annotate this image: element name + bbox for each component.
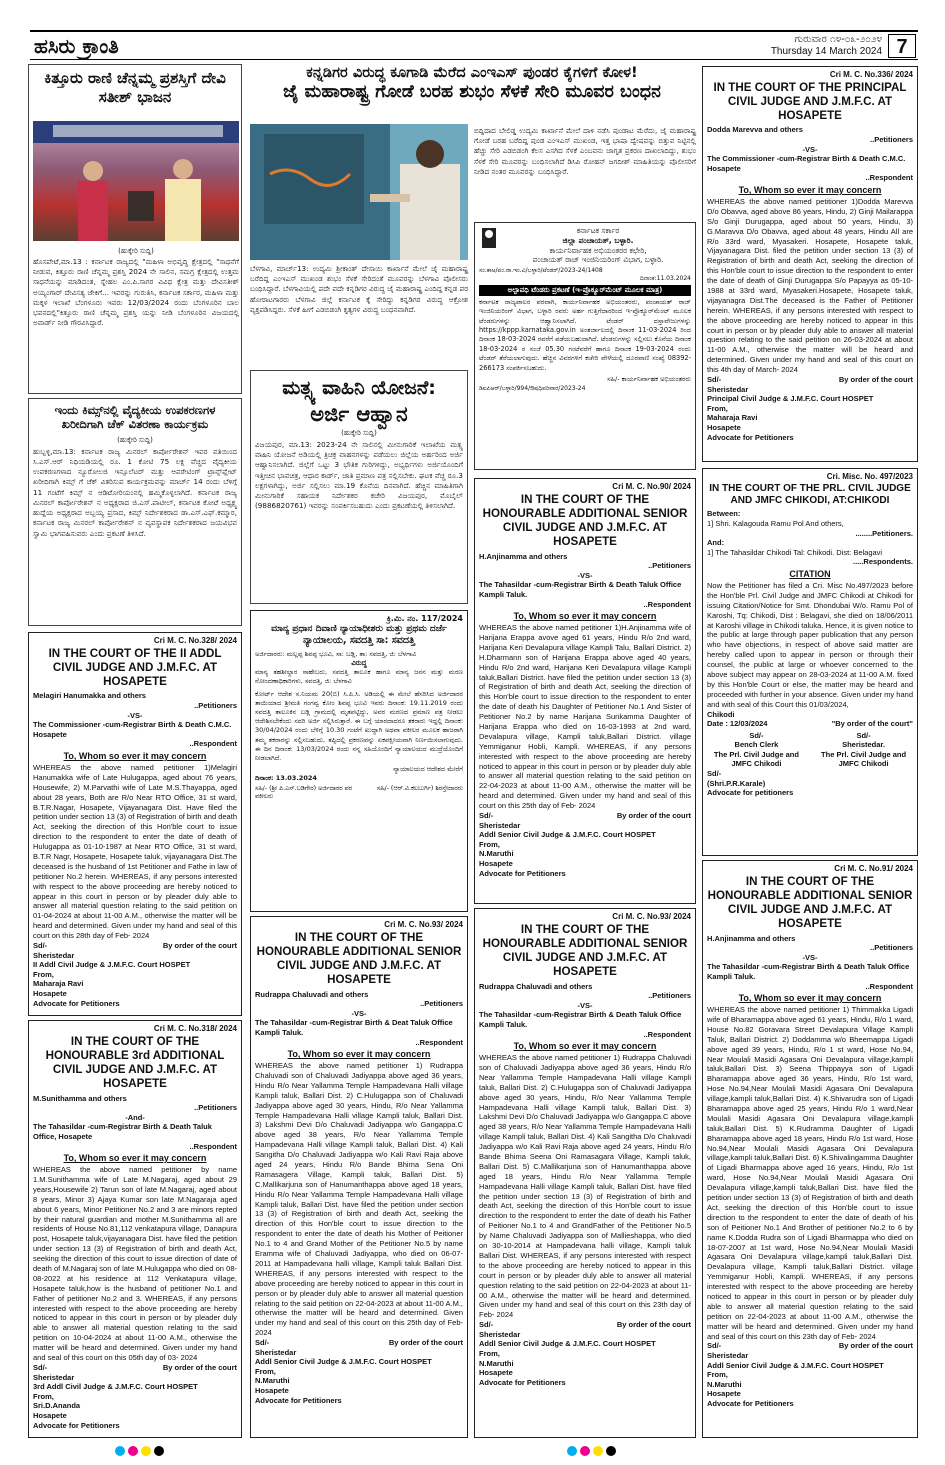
date-english: Thursday 14 March 2024	[770, 46, 882, 57]
tender-body: ಕರ್ನಾಟಕ ರಾಜ್ಯಪಾಲರ ಪರವಾಗಿ, ಕಾರ್ಯನಿರ್ವಾಹಕ ಅಭಿಯಂತರರು, ಪಂಚಾಯತ್ ರಾಜ್ ಇಂಜಿನಿಯರಿಂಗ್ ವಿಭಾಗ, ಬಳ್ಳಾರಿ ರವರು ಅರ್ಹ ಗುತ್ತಿಗೆದಾರರಿಂದ ಇ-ಪ್ರೊಕ್ಯೂರ್‌ಮೆಂಟ್ ಮೂಲಕ ಟೆಂಡರುಗಳನ್ನು ಆಹ್ವಾನಿಸಲಾಗಿದೆ. ಟೆಂಡರ್ ದಸ್ತಾವೇಜುಗಳನ್ನು https://kppp.karnataka.gov.in ಅಂತರ್ಜಾಲದಲ್ಲಿ ದಿನಾಂಕ 11-03-2024 ರಿಂದ ದಿನಾಂಕ 18-03-2024 ರವರೆಗೆ ಪಡೆಯಬಹುದಾಗಿದೆ. ಟೆಂಡರುಗಳನ್ನು ಸಲ್ಲಿಸಲು ಕೊನೆಯ ದಿನಾಂಕ 18-03-2024 ರ ಸಂಜೆ 05.30 ಗಂಟೆವರೆಗೆ ಹಾಗೂ ದಿನಾಂಕ 19-03-2024 ರಂದು ಟೆಂಡರ್ ತೆರೆಯಲಾಗುವುದು. ಹೆಚ್ಚಿನ ವಿವರಗಳಿಗೆ ಕಚೇರಿ ವೇಳೆಯಲ್ಲಿ ದೂರವಾಣಿ ಸಂಖ್ಯೆ 08392-266173 ಸಂಪರ್ಕಿಸಬಹುದು.	[479, 298, 691, 372]
petitioner: Rudrappa Chaluvadi and others	[479, 981, 593, 991]
page-header	[30, 30, 918, 60]
story-kims-cheque	[28, 398, 242, 626]
sig-row	[707, 1341, 913, 1351]
sig-row	[255, 1338, 463, 1348]
whom-concern: To, Whom so ever it may concern	[513, 611, 657, 622]
from-label: From,	[33, 969, 54, 979]
respondent: The Tahasildar -cum-Registrar Birth & Death Taluk Office Kampli Taluk.	[707, 962, 910, 981]
case-number: Cri M. C. No.91/ 2024	[834, 864, 913, 873]
respondent-label: ..Respondent	[643, 599, 691, 609]
court-signature: Addl Senior Civil Judge & J.M.F.C. Court HOSPET	[479, 830, 656, 840]
tender-ref: ಸಂ.ಕಾಅ/ಪಂ.ರಾ.ಇಂ.ವಿ/ಬಳ್ಳಾರಿ/ಟೆಂಡರ್/2023-24/1408	[479, 267, 603, 274]
case-number: Cri M. C. No.93/ 2024	[384, 920, 463, 929]
from-label: From,	[255, 1366, 276, 1376]
story-mes-caption: ಬೆಳಗಾವಿ, ಮಾರ್ಚ್13: ಉದ್ಯಮಿ ಶ್ರೀಕಾಂತ್ ದೇಸಾಯಿ ಕಾರ್ಖಾನೆ ಮೇಲೆ ಜೈ ಮಹಾರಾಷ್ಟ್ರ ಬರೆದಿದ್ದ ಎಂಇಎಸ್ ಮುಖಂಡ ಶುಭಂ ಸೆಳಕೆ ಸೇರಿದಂತೆ ಮೂವರನ್ನು ಬೆಳಗಾವಿ ಪೊಲೀಸರು ಬಂಧಿಸಿದ್ದಾರೆ. ಬೆಳಗಾವಿಯಲ್ಲಿ ಪದೇ ಪದೇ ಕನ್ನಡಿಗರ ವಿರುದ್ಧ ಜೈ ಮಹಾರಾಷ್ಟ್ರ ಎಂದಿದ್ದ ಕನ್ನಡ ಪರ ಹೋರಾಟಗಾರರು ಬೆಳಗಾವಿ ಜಿಲ್ಲೆ ಕರ್ನಾಟಕ ಕ್ಕೆ ಸೇರಿದ್ದು ಕನ್ನಡಿಗರ ವಿರುದ್ಧ ಆಕ್ರೋಶ ವ್ಯಕ್ತಪಡಿಸಿದ್ದರು. ಸೆಳಕೆ ಹೀಗೆ ಎಡಬಿಡಂಗಿ ಕೃತ್ಯಗಳ ವಿರುದ್ಧ ಬಂಧನವಾಗಿದೆ.	[250, 264, 469, 314]
respondent-label: ..Respondent	[865, 173, 913, 183]
petitioner: Dodda Marevva and others	[707, 125, 803, 135]
sd: Sd/-	[255, 1338, 270, 1348]
notice-body: WHEREAS the above named petitioner 1) Rudrappa Chaluvadi son of Chaluvadi Jadiyappa above aged 36 years, Hindu R/o Near Yallamma Temple Hampadevana Halli village Kampli taluk, Ballari Dist. 2) C.Hulugappa son of Chaluvadi Jadiyappa above aged 30 years, Hindu, R/o Near Yallamma Temple Hampadevana Halli village Kampli taluk, Ballari Dist. 3) Lakshmi Devi D/o Chaluvadi Jadiyappa w/o Gangappa.C above aged 38 years, R/o Near Yallamma Temple Hampadevana Halli village Kampli taluk, Ballari Dist. 4) Kali Sangitha D/o Chaluvadi Jadiyappa w/o Kali Ravi Raja above aged 24 years, Hindu R/o Bande Bhima Sena Oni Ramasagera Village, Kampli taluk, Ballari Dist. 5) C.Mallikarjuna son of Hanumanthappa above aged 18 years, Hindu R/o Near Yallamma Temple Hampadevana Halli village Kampli taluk, Ballari Dist. have filed the petition under section 13 (3) of Registration of birth and death Act, seeking the direction of this Hon'ble court to issue direction to the respondent to enter the date of death his Mother of Peitioner No.1 to 4 and Grand Mother of the Petitioner No.5 by name Eramma wife of Chaluvadi Jadiyappa, who died on 06-07-2011 at Hampadevana halli village, Kampli taluk Ballari Dist. WHEREAS, if any persons interested with respect to the above proceeding are hereby noticed to appear in this court in person or by pleader duly able to answer all material question relating to the said petition on 22-04-2023 at about 11-00 A.M., otherwise the matter will be heard and determined. Given under my hand and seal of this court on this 25th day of Feb- 2024	[255, 1061, 463, 1338]
by-order: "By order of the court"	[831, 719, 913, 729]
court-left: The Prl. Civil Judge and JMFC Chikodi	[713, 749, 799, 769]
respondent: The Tahasildar -cum-Registrar Birth & Death Taluk Office, Hosapete	[33, 1122, 212, 1141]
petitioner-label: ........Petitioners.	[855, 528, 913, 538]
respondent: The Tahasildar -cum-Registrar Birth & Death Taluk Office Kampli Taluk.	[479, 1010, 682, 1029]
respondent: 1] The Tahasildar Chikodi Tal: Chikodi. Dist: Belagavi	[707, 547, 883, 557]
petitioner: 1] Shri. Kalagouda Ramu Pol And others,	[707, 518, 844, 528]
and-label: And:	[707, 538, 725, 548]
advocate-name: Maharaja Ravi	[33, 979, 84, 989]
story-body: ಹೊಸಪೇಟೆ,ಮಾ.13 : ಕರ್ನಾಟಕ ರಾಜ್ಯದಲ್ಲಿ "ಮಹಿಳಾ ಅಭಿವೃದ್ಧಿ ಕ್ಷೇತ್ರದಲ್ಲಿ "ಸಾಧನೆಗೆ ನೀಡುವ, ಕಿತ್ತೂರು ರಾಣಿ ಚೆನ್ನಮ್ಮ ಪ್ರಶಸ್ತಿ 2024 ನೇ ಸಾಲಿನ, ಸಮಗ್ರ ಕ್ಷೇತ್ರದಲ್ಲಿ ಉತ್ತಮ ಸಾಧನೆಯನ್ನು ಮಾಡಿದಂತ, ಸ್ನೇಹಲ ಎಂ.ಪಿ.ಸಾಗರ ವಿವಿಧ ಕ್ಷೇತ್ರ ಮತ್ತು ದೇವಿಸತೀಶ್ ಅಯ್ಯಂಗಾರ್ ದೇವಿಸತ್ಯ ಜೇಕಿಗೆ... ಇವರನ್ನು ಗುರುತಿಸಿ, ಕರ್ನಾಟಕ ಸರ್ಕಾರ, ಮಹಿಳಾ ಮತ್ತು ಮಕ್ಕಳ ಇಲಾಖೆ ಬೆಂಗಳೂರು ಇವರು 12/03/2024 ರಂದು ಬೆಂಗಳೂರಿನ ಬಾಲ ಭವನದಲ್ಲಿ"ಕಿತ್ತೂರು ರಾಣಿ ಚೆನ್ನಮ್ಮ ಪ್ರಶಸ್ತಿ ಯನ್ನು ನೀಡಿ ಬೆಂಗಳೂರಿನ ವಿಜಯದಲ್ಲಿ ಅವಾರ್ಡ್ ನೀಡಿ ಗೌರವಿಸಿದ್ದಾರೆ.	[33, 257, 239, 328]
sheristedar: Sheristedar	[255, 1347, 297, 1357]
court-notice-91	[702, 860, 918, 1438]
tender-title-3: ಕಾರ್ಯನಿರ್ವಾಹಕ ಅಭಿಯಂತರರ ಕಛೇರಿ,	[549, 245, 647, 255]
case-number: Cri M. C. No.328/ 2024	[153, 636, 237, 645]
case-number: Cri M. C. No.90/ 2024	[612, 482, 691, 491]
place: Chikodi	[707, 709, 735, 719]
tender-title-1: ಕರ್ನಾಟಕ ಸರ್ಕಾರ	[576, 226, 620, 235]
court-name: IN THE COURT OF THE II ADDL CIVIL JUDGE AND J.M.F.C. AT HOSAPETE	[48, 647, 222, 689]
respondent-label: ..Respondent	[189, 739, 237, 749]
petitioner-label: ..Petitioners	[194, 701, 237, 711]
sig-row	[707, 375, 913, 385]
applicant: ಅರ್ಜಿದಾರರು: ಮಲ್ಲಪ್ಪ ಶಿವಪ್ಪ ಭೂವಿ, ಸಾ: ಬಡ್ಲಿ, ತಾ: ಸವದತ್ತಿ, ಜಿ: ಬೆಳಗಾವಿ	[255, 650, 417, 659]
respondent: The Tahasildar -cum-Registrar Birth & Deat Taluk Office Kampli Taluk.	[255, 1018, 453, 1037]
court-notice-328	[28, 632, 242, 1016]
notice-body: WHEREAS the above named petitioner 1)Melagiri Hanumakka wife of Late Hulugappa, aged about 76 years, Housewife, 2) M.Parvathi wife of Late M.S.Thayappa, aged about 28 years, Both are R/o Near RTO Office, 31 st ward, B.T.R.Nagar, Hosapete, Vijayanagara Dist. Have filed the petition under section 13 (3) of Registration of birth and death Act, seeking the direction of this Hon'ble court to issue direction to the respondent to enter the date of death of Hulugappa as 01-10-1987 at Near RTO Office, 31 st ward, B.T.R Nagr, Hosapete, Hosapete taluk, vijayanagara Dist.The deceased is the husband of 1st Petitioner and Fathe in law of petitioner No.2 herein. WHEREAS, if any persons interested with respect to the above proceeding are hereby noticed to appear in this court in person or by pleader duly able to answer all material question relating to the said petition on 01-04-2024 at about 11-00 A.M., otherwise the matter will be heard and determined. Given under my hand and seal of this court on this 28th day of Feb- 2024	[33, 762, 237, 941]
wall-writing-photo	[250, 124, 468, 260]
whom-concern: To, Whom so ever it may concern	[63, 750, 207, 761]
court-name: IN THE COURT OF THE HONOURABLE ADDITIONAL SENIOR CIVIL JUDGE AND J.M.F.C. AT HOSAPETE	[482, 923, 688, 979]
notice-body: WHEREAS the above named petitioner by name 1.M.Sunithamma wife of Late M.Nagaraj, aged about 29 years,Housewife 2) Tarun son of late M.Nagaraj, aged about 8 years, Minor 3) Ajaya Kumar son late M.Nagaraja aged about 6 years, Minor Petitioner No.2 and 3 are minors repted by their natural guardian and mother M.Sunithamma all are residents of House No.81,112 venkatapura village, Danapura post, Hosapete taluk,vijayanagara Dist. have filed the petition under section 13 (3) of Registration of birth and death Act, seeking the direction of this court to issue direction of date of death of M.Nagaraj son of late M.Hulugappa who died on 08-08-2022 at his residence at 112 Venkatapura village, Hosapete taluk,how is the husband of petitioner No.1 and Father of petitioner No.2 and 3. WHEREAS, if any persons interested with respect to the above proceeding are hereby noticed to appear in this court in person or by pleader duly able to answer all material question relating to the said petition on 10-04-2024 at about 11-00 A.M., otherwise the matter will be heard and determined. Given under my hand and seal of this court on this 05th day of 03- 2024	[33, 1165, 237, 1363]
story-kittur-award	[28, 64, 242, 394]
advocate-name: Maharaja Ravi	[707, 413, 758, 423]
versus: -VS-	[802, 144, 818, 154]
notice-body: WHEREAS the above named petitioner 1)H.Anjinamma wife of Harijana Erappa avove aged 61 years, Hindu R/o 2nd ward, Harijana Keri Devalapura village Kampli Talu, Ballari District. 2) H.Dharmann son of Harijana Erappa above aged 40 years, Hindu R/o 2nd ward, Harijana Keri Devalapura village Kampli taluk,Ballari District. have filed the petition under section 13 (3) of Registration of birth and death Act, seeking the direction of this Hon'ble court to issue direction to the respondent to enter the date of death his Daughter of Petitioner No.1 And Sister of Petitioner No.2 by name Harijana Sunkamma Daughter of Harijana Erappa who died on 16-03-1993 at 2nd ward, Devalapura village, Kampli taluk,Ballari District. village Yemmiganur Hobli, Kampli. WHEREAS, if any persons interested with respect to the above proceeding are hereby noticed to appear in this court in person or by pleader duly able to answer all material question relating to the said petition on 22-04-2023 at about 11-00 A.M., otherwise the matter will be heard and determined. Given under my hand and seal of this court on this 25th day of Feb- 2024	[479, 623, 691, 811]
advocate-label: Advocate for Petitioners	[33, 998, 120, 1008]
signature-left: ಸಹಿ/- (ಶ್ರೀ ಪಿ.ಎಸ್.ಬಡಿಗೇರ) ಅರ್ಜಿದಾರರ ಪರ ವಕೀಲರು	[255, 785, 352, 801]
notice-body: Now the Petitioner has filed a Cri. Misc No.497/2023 before the Hon'ble Prl. Civil Judge and JMFC Chikodi at Chikodi for issuing Citation/Notice for Smt. Dhondubai W/o. Ramu Pol of Karoshi, Tq: Chikodi, Dist : Belagavi, she died on 18/06/2011 at Karoshi village in Chikodi taluka. Hence, it is given notice to the public at large through paper publication that any person who have objections, in respect of above said matter are hereby called upon to appear in person or through their counsel, the public at large or whoever concerned to the above subject may appear on 28-03-2024 at 11-00 A.M. fixed by this Hon'ble Court or else, the matter may be heard and proceeded with further in your absence. Given under my hand and with seal of this Court this 01/03/2024,	[707, 580, 913, 709]
petitioner-label: ..Petitioners	[420, 999, 463, 1009]
by-order: By order of the court	[162, 941, 237, 951]
bench-clerk: Bench Clerk	[734, 740, 779, 750]
story-mes-body: ಬಿದ್ದಿದಾದ ಬೇಲಿಡ್ಡ ಉದ್ಯಮಿ ಕಾರ್ಖಾನೆ ಮೇಲೆ ದಾಳಿ ನಡೆಸಿ ಪುಂಡಾಟ ಮೆರೆದು, ಜೈ ಮಹಾರಾಷ್ಟ್ರ ಗೋಡೆ ಬರಹ ಬರೆದಿದ್ದ ಪುಂಡ ಎಂಇಎಸ್ ಮುಖಂಡ, ಇತ್ತ ಭಾಷಾ ದ್ವೇಷವನ್ನು ಬಿತ್ತುವ ನಿಟ್ಟಿನಲ್ಲಿ ಹೆಚ್ಚು ಸೇರಿ ಎಡಬಿಡಂಗಿ ಕೆಲಸ ಎಸಗಿದ ಸೆಳಕೆ ಎಂಬವನು ಜಾಗೃತ ಪ್ರಕರಣ ದಾಖಲಾದಿದ್ದು, ಶುಭಂ ಸೆಳಕೆ ಸೇರಿ ಮೂವರನ್ನು ಬಂಧಿಸಲಾಗಿದೆ ಡಿಸಿಪಿ ರೋಹನ್ ಜಗದೀಶ್ ಮಾಹಿತಿಯನ್ನು ಪೊಲೀಸರಿಗೆ ನೀಡಿದ ನಂತರ ಮೂವರನ್ನು ಬಂಧಿಸಿದ್ದಾರೆ.	[474, 126, 696, 176]
story-mes-arrest-headline	[248, 64, 696, 122]
advocate-place: Hosapete	[33, 1410, 67, 1420]
court-signature: Addl Senior Civil Judge & J.M.F.C. Court HOSPET	[479, 1339, 656, 1349]
respondent-label: ..Respondent	[415, 1037, 463, 1047]
court-right: The Prl. Civil Judge and JMFC Chikodi	[821, 749, 907, 769]
advocate-name: N.Maruthi	[255, 1376, 290, 1386]
page-number: 7	[888, 34, 916, 58]
sheristedar: Sheristedar	[707, 384, 749, 394]
court-signature: II Addl Civil Judge & J.M.F.C. Court HOSPET	[33, 960, 191, 970]
signature-right: ಸಹಿ/- (ಆರ್.ವಿ.ಕಲಬುರ್ಗಿ) ಶಿರಸ್ತೇದಾರರು	[376, 785, 463, 793]
between-label: Between:	[707, 509, 741, 519]
tender-notice	[474, 222, 696, 470]
respondent: The Tahasildar -cum-Registrar Birth & Death Taluk Office Kampli Taluk.	[479, 580, 682, 599]
citation-heading: CITATION	[789, 568, 831, 579]
story-headline-1: ಕನ್ನಡಿಗರ ವಿರುದ್ಧ ಕೂಗಾಡಿ ಮೆರೆದ ಎಂಇಎಸ್ ಪುಂಡರ ಕೈಗಳಿಗೆ ಕೋಳ!	[306, 64, 638, 81]
story-matsya-vahini	[250, 370, 468, 604]
versus: -VS-	[577, 1000, 593, 1010]
versus: -And-	[125, 1112, 145, 1122]
by-order: By order of the court	[838, 1341, 913, 1351]
sig-row	[33, 941, 237, 951]
tender-title-4: ಪಂಚಾಯತ್ ರಾಜ್ ಇಂಜಿನಿಯರಿಂಗ್ ವಿಭಾಗ, ಬಳ್ಳಾರಿ.	[532, 255, 664, 265]
notice-body: WHEREAS the above named petitioner 1)Dodda Marevva D/o Obavva, aged above 86 years, Hindu, 2) Ginji Mailarappa S/o Ginji Durugappa, aged about 50 years, Hindu, 3) G.Maravva D/o Obavva, aged about 48 years, Hindu All are R/o 33rd ward, Myasakeri. Hosapete, Hosapete taluk, Vijayanagara Dist. filed the petition under section 13 (3) of Registration of birth and death Act, seeking the direction of this Hon'ble court to issue direction to the respondent to enter the date of death of Ginji Durugappa S/o Papayya as 05-10-1988 at 33rd ward, Myasakeri.Hosapete, Hosapete taluk, vijayanagra Dist.The deceased is the Father of Petitioner herein. WHEREAS, if any persons interested with respect to the above proceeding are hereby noticed to appear in this court in person or by pleader duly able to answer all material question relating to the said petition on 26-03-2024 at about 11-00 A.M., otherwise the matter will be heard and determined. Given under my hand and seal of this court on this 4th day of March- 2024	[707, 196, 913, 375]
whom-concern: To, Whom so ever it may concern	[63, 1153, 207, 1164]
whom-concern: To, Whom so ever it may concern	[513, 1041, 657, 1052]
date-kannada: ಗುರುವಾರ ೧೪-೦೩-೨೦೨೪	[794, 34, 882, 45]
advocate-name: N.Maruthi	[707, 1379, 742, 1389]
sd: Sd/-	[707, 375, 722, 385]
from-label: From,	[479, 1348, 500, 1358]
advocate-name: (Shri.P.R.Karale)	[707, 778, 766, 788]
respondent-label: ..Respondent	[189, 1141, 237, 1151]
advocate-label: Advocate for Petitioners	[707, 1398, 794, 1408]
sig-left	[707, 731, 806, 769]
registration-marks-icon	[566, 1444, 626, 1462]
award-photo-image	[33, 121, 239, 241]
advocate-label: Advocate for Petitioners	[33, 1420, 120, 1430]
advocate-place: Hosapete	[707, 422, 741, 432]
date-row	[707, 719, 913, 729]
tender-date: ದಿನಾಂಕ:11.03.2024	[639, 275, 691, 282]
court-notice-497	[702, 468, 918, 856]
story-headline-2: ಅರ್ಜಿ ಆಹ್ವಾನ	[310, 401, 408, 426]
advocate-place: Hosapete	[479, 1368, 513, 1378]
state-emblem-icon	[479, 226, 499, 252]
story-body: ವಿಜಯಪುರ, ಮಾ.13: 2023-24 ನೇ ಸಾಲಿನಲ್ಲಿ ಮೀನುಗಾರಿಕೆ ಇಲಾಖೆಯ ಮತ್ಸ್ಯ ವಾಹಿನಿ ಯೋಜನೆ ಅಡಿಯಲ್ಲಿ ತ್ರಿಚಕ್ರ ವಾಹನಗಳನ್ನು ಪಡೆಯಲು ಜಿಲ್ಲೆಯ ಅರ್ಹರಿಂದ ಅರ್ಜಿ ಆಹ್ವಾನಿಸಲಾಗಿದೆ. ಜಿಲ್ಲೆಗೆ ಒಟ್ಟು 3 ಭೌತಿಕ ಗುರಿಗಳಿದ್ದು, ಅಭ್ಯರ್ಥಿಗಳು ಅರ್ಜಿಯೊಂದಿಗೆ ಇತ್ತೀಚಿನ ಭಾವಚಿತ್ರ, ಆಧಾರ ಕಾರ್ಡ್, ಜಾತಿ ಪ್ರಮಾಣ ಪತ್ರ ಸಲ್ಲಿಸಬೇಕು. ಘಟಕ ವೆಚ್ಚ ರೂ.3 ಲಕ್ಷಗಳಾಗಿದ್ದು, ಅರ್ಜಿ ಸಲ್ಲಿಸಲು ಮಾ.19 ಕೊನೆಯ ದಿನವಾಗಿದೆ. ಹೆಚ್ಚಿನ ಮಾಹಿತಿಗಾಗಿ ಮೀನುಗಾರಿಕೆ ಸಹಾಯಕ ನಿರ್ದೇಶಕರ ಕಚೇರಿ ವಿಜಯಪುರ, ಮೊಬೈಲ್ (9886820761) ಇವರನ್ನು ಸಂಪರ್ಕಿಸಬಹುದು ಎಂದು ಪ್ರಕಟಣೆಯಲ್ಲಿ ತಿಳಿಸಲಾಗಿದೆ.	[255, 440, 463, 511]
story-source: (ಹುಕ್ಕೇರಿ ಸುದ್ದಿ)	[341, 429, 377, 437]
petitioner-label: ..Petitioners	[648, 561, 691, 571]
from-label: From,	[33, 1391, 54, 1401]
by-order: By order of the court	[388, 1338, 463, 1348]
court-title-1: ಮಾನ್ಯ ಪ್ರಧಾನ ದಿವಾಣಿ ನ್ಯಾಯಾಧೀಶರು ಮತ್ತು ಪ್ರಥಮ ದರ್ಜೆ	[271, 624, 447, 634]
petitioner-label: ..Petitioners	[648, 991, 691, 1001]
story-source: (ಹುಕ್ಕೇರಿ ಸುದ್ದಿ)	[117, 435, 153, 444]
sig-row	[707, 731, 913, 769]
kannada-court-notice	[250, 610, 468, 912]
sheristedar: Sheristedar	[479, 820, 521, 830]
court-name: IN THE COURT OF THE HONOURABLE ADDITIONAL SENIOR CIVIL JUDGE AND J.M.F.C. AT HOSAPETE	[707, 875, 913, 931]
court-signature: Addl Senior Civil Judge & J.M.F.C. Court HOSPET	[255, 1357, 432, 1367]
tender-signer: ಸಹಿ/- ಕಾರ್ಯನಿರ್ವಾಹಕ ಅಭಿಯಂತರರು	[607, 374, 691, 383]
versus: ವಿರುದ್ಧ	[351, 659, 367, 668]
story-body: ಹುಬ್ಬಳ್ಳಿ,ಮಾ.13: ಕರ್ನಾಟಕ ರಾಜ್ಯ ಮಿನರಲ್ ಕಾರ್ಪೋರೇಶನ್ ಇವರ ವತಿಯಿಂದ ಸಿ.ಎಸ್.ಆರ್ ನಿಧಿಯಡಿಯಲ್ಲಿ ರೂ. 1 ಕೋಟಿ 75 ಲಕ್ಷ ವೆಚ್ಚದ ವೈದ್ಯಕೀಯ ಉಪಕರಣಗಳಾದ ನ್ಯೂರೋಲಜಿ ಇನ್ಸೂಲೆಟರ್ ಮತ್ತು ಆಪರೇಟಿಂಗ್ ಟ್ರಾನ್ಸ್‌ಪ್ಲೇಟ್ ಖರೀದಿಗಾಗಿ ಕಿಮ್ಸ್ ಗೆ ಚೆಕ್ ವಿತರಿಸುವ ಕಾರ್ಯಕ್ರಮವನ್ನು ಮಾರ್ಚ್ 14 ರಂದು ಬೆಳಿಗ್ಗೆ 11 ಗಂಟೆಗೆ ಕಿಮ್ಸ್ ನ ಆಡಿಟೋರಿಯಂನಲ್ಲಿ ಹಮ್ಮಿಕೊಳ್ಳಲಾಗಿದೆ. ಕರ್ನಾಟಕ ರಾಜ್ಯ ಮಿನರಲ್ ಕಾರ್ಪೋರೇಶನ್ ನ ಅಧ್ಯಕ್ಷರಾದ ಜಿ.ಎಸ್.ಪಾಟೀಲ್, ಕರ್ನಾಟಕ ಕೋಟೆ ಅಧ್ಯಕ್ಷೃ ಹುದ್ದೆಯ ಅಧ್ಯಕ್ಷರಾದ ಅಬ್ಬಯ್ಯ ಪ್ರಸಾದ, ಕಿಮ್ಸ್ ನಿರ್ದೇಶಕರಾದ ಡಾ.ಎಸ್.ಎಫ್.ಕಮ್ಮಾರ, ಕರ್ನಾಟಕ ರಾಜ್ಯ ಮಿನರಲ್ ಕಾರ್ಪೋರೇಶನ್ ನ ವ್ಯವಸ್ಥಾಪಕ ನಿರ್ದೇಶಕರಾದ ಜಯವಿಭವ ಸ್ವಾಮಿ ಭಾಗವಹಿಸುವರು ಎಂದು ಪ್ರಕಟಣೆ ತಿಳಿಸಿದೆ.	[33, 446, 237, 538]
advocate-label: Advocate for Petitioners	[707, 432, 794, 442]
versus: -VS-	[577, 570, 593, 580]
petitioner: Rudrappa Chaluvadi and others	[255, 989, 369, 999]
wall-writing-photo-image	[250, 124, 468, 260]
respondent: ಮಾನ್ಯ ತಹಶೀಲ್ದಾರ ಸಾಹೇಬರು, ಸವದತ್ತಿ ತಾಲೂಕ ಹಾಗೂ ಮಾನ್ಯ ಜನನ ಮತ್ತು ಮರಣ ನೋಂದಣಾಧಿಕಾರಿಗಳು, ಸವದತ್ತಿ, ಜಿ: ಬೆಳಗಾವಿ	[255, 668, 463, 686]
from-label: From,	[707, 1370, 728, 1380]
advocate-label: Advocate for Petitioners	[479, 868, 566, 878]
court-name: IN THE COURT OF THE PRL. CIVIL JUDGE AND JMFC CHIKODI, AT:CHIKODI	[709, 483, 911, 507]
sheristedar: Sheristedar	[479, 1329, 521, 1339]
case-number: Cri M. C. No.318/ 2024	[153, 1024, 237, 1033]
versus: -VS-	[127, 710, 143, 720]
case-number: Cri M. C. No.93/ 2024	[612, 912, 691, 921]
sd: Sd/-	[479, 811, 494, 821]
sd: Sd/-	[479, 1320, 494, 1330]
advocate-label: Advocate for Petitioners	[255, 1395, 342, 1405]
tender-footer: ಡಿಐಪಿಆರ್/ಬಳ್ಳಾರಿ/994/ಔಷಧಿಪರಿವಾರ/2023-24	[479, 384, 586, 392]
tender-banner: ಅಲ್ಪಾವಧಿ ಟೆಂಡರು ಪ್ರಕಟಣೆ (ಇ-ಪ್ರೊಕ್ಯೂರ್‌ಮೆಂಟ್ ಮೂಲಕ ಮಾತ್ರ)	[479, 285, 691, 296]
sd: Sd/-	[707, 1341, 722, 1351]
court-title-2: ನ್ಯಾಯಾಲಯ, ಸವದತ್ತಿ ಸಾ: ಸವದತ್ತಿ	[303, 635, 415, 647]
notice-date: ದಿನಾಂಕ: 13.03.2024	[255, 774, 317, 783]
whom-concern: To, Whom so ever it may concern	[738, 184, 882, 195]
whom-concern: To, Whom so ever it may concern	[738, 993, 882, 1004]
petitioner: M.Sunithamma and others	[33, 1093, 127, 1103]
sheristedar: Sheristedar	[33, 950, 75, 960]
from-label: From,	[707, 403, 728, 413]
sheristedar: Sheristedar	[707, 1351, 749, 1360]
petitioner-label: ..Petitioners	[870, 943, 913, 953]
story-headline-1: ಮತ್ಸ್ಯ ವಾಹಿನಿ ಯೋಜನೆ:	[282, 377, 436, 399]
respondent-label: ..Respondent	[643, 1029, 691, 1039]
signatures	[255, 785, 463, 801]
case-number: Cri. Misc. No. 497/2023	[826, 472, 913, 481]
court-name: IN THE COURT OF THE PRINCIPAL CIVIL JUDGE AND J.M.F.C. AT HOSAPETE	[713, 81, 907, 123]
petitioner-label: ..Petitioners	[194, 1103, 237, 1113]
court-signature: 3rd Addl Civil Judge & J.M.F.C. Court HOSPET	[33, 1382, 198, 1392]
court-signature: Principal Civil Judge & J.M.F.C. Court HOSPET	[707, 394, 874, 404]
advocate-label: Advocate for petitioners	[707, 788, 794, 798]
notice-body: ಕೋರ್ಟ್ ಆದೇಶ ಸ.ನಿಯಮ 20(ಬಿ) ಸಿ.ಪಿ.ಸಿ. ಅಡಿಯಲ್ಲಿ ಈ ಮೇಲೆ ಹೆಸರಿಸಿದ ಅರ್ಜಿದಾರರ ತಾಯಿಯಾದ ಶ್ರೀಮತಿ ಗಂಗವ್ವ ಕೋಂ ಶಿವಪ್ಪ ಭೂವಿ ಇವರು ದಿನಾಂಕ: 19.11.2019 ರಂದು ಸವದತ್ತಿ ತಾಲೂಕಿನ ಬಡ್ಲಿ ಗ್ರಾಮದಲ್ಲಿ ಮೃತಪಟ್ಟಿದ್ದು, ಅವರ ಮರಣದ ಪ್ರಮಾಣ ಪತ್ರ ನೀಡಲು ಆದೇಶಿಸಬೇಕೆಂದು ಸದರಿ ಅರ್ಜಿ ಸಲ್ಲಿಸಿರುತ್ತಾರೆ. ಈ ಬಗ್ಗೆ ಯಾರದಾದರೂ ತಕರಾರು ಇದ್ದಲ್ಲಿ ದಿನಾಂಕ: 30/04/2024 ರಂದು ಬೆಳಿಗ್ಗೆ 10.30 ಗಂಟೆಗೆ ಖುದ್ದಾಗಿ ಅಥವಾ ವಕೀಲರ ಮೂಲಕ ಹಾಜರಾಗಿ ತಮ್ಮ ತಕರಾರನ್ನು ಸಲ್ಲಿಸಬಹುದು, ತಪ್ಪಿದಲ್ಲಿ ಪ್ರಕರಣವನ್ನು ಏಕಪಕ್ಷೀಯವಾಗಿ ನಿರ್ಣಯಿಸಲಾಗುವುದು. ಈ ದಿನ ದಿನಾಂಕ: 13/03/2024 ರಂದು ನನ್ನ ಸಹಿಯೊಂದಿಗೆ ನ್ಯಾಯಾಲಯದ ಮುದ್ರೆಯೊಂದಿಗೆ ನೀಡಲಾಗಿದೆ.	[255, 689, 463, 763]
tender-notice-titles	[505, 226, 691, 265]
versus: -VS-	[351, 1008, 367, 1018]
respondent-label: .....Respondents.	[852, 557, 913, 567]
story-headline: ಇಂದು ಕಿಮ್ಸ್‌ನಲ್ಲಿ ವೈದ್ಯಕೀಯ ಉಪಕರಣಗಳ ಖರೀದಿಗಾಗಿ ಚೆಕ್ ವಿತರಣಾ ಕಾರ್ಯಕ್ರಮ	[54, 403, 216, 432]
court-order: ನ್ಯಾಯಾಲಯದ ಆದೇಶದ ಮೇರೆಗೆ	[393, 765, 463, 774]
from-label: From,	[479, 839, 500, 849]
sd-advocate: Sd/-	[707, 769, 722, 779]
case-number: ಕ್ರಿ.ಮಿ. ನಂ. 117/2024	[386, 614, 463, 623]
respondent: The Commissioner -cum-Registrar Birth & Death C.M.C. Hosapete	[33, 720, 232, 739]
court-notice-93-a	[250, 916, 468, 1438]
registration-marks-icon	[114, 1444, 174, 1462]
court-notice-93-b	[474, 908, 696, 1438]
petitioner: H.Anjinamma and others	[707, 933, 796, 943]
by-order: By order of the court	[616, 811, 691, 821]
petitioner: Melagiri Hanumakka and others	[33, 691, 146, 701]
advocate-label: Advocate for Petitioners	[479, 1377, 566, 1387]
story-headline: ಕಿತ್ತೂರು ರಾಣಿ ಚೆನ್ನಮ್ಮ ಪ್ರಶಸ್ತಿಗೆ ದೇವಿ ಸತೀಶ್ ಭಾಜನ	[44, 69, 226, 106]
award-photo	[33, 121, 239, 241]
advocate-name: Sri.D.Ananda	[33, 1401, 81, 1411]
advocate-place: Hosapete	[707, 1389, 741, 1399]
tender-title-2: ಜಿಲ್ಲಾ ಪಂಚಾಯತ್, ಬಳ್ಳಾರಿ.	[562, 235, 634, 245]
advocate-name: N.Maruthi	[479, 849, 514, 859]
court-name: IN THE COURT OF THE HONOURABLE ADDITIONAL SENIOR CIVIL JUDGE AND J.M.F.C. AT HOSAPETE	[482, 493, 688, 549]
story-source: (ಹುಕ್ಕೇರಿ ಸುದ್ದಿ)	[118, 247, 154, 255]
by-order: By order of the court	[838, 375, 913, 385]
court-signature: Addl Senior Civil Judge & J.M.F.C. Court HOSPET	[707, 1360, 884, 1370]
notice-body: WHEREAS the above named petitioner 1) Thimmakka Ligadi wife of Bharamappa above aged 61 years, Hindu, R/o 1 ward, House No.82 Goravara Street Devalapura Village Kampli Taluk, Ballari District. 2) Doddamma w/o Bheemappa Ligadi above aged 39 years, Hindu, R/o 1 st ward, Hose No.94, Near Moulali Masidi Agasara Oni Devalapura village,kampli taluk,Ballari Dist. 3) Seena Thippayya son of Ligadi Bharamappa above aged 36 years, Hindu, R/o 1st ward, Hose No.94,Near Moulali Masidi Agasara Oni Devalapura village,kampli taluk,Ballari Dist. 4) K.Shivarudra son of Ligadi Bharamappa above aged 25 years, Hindu R/o 1 ward,Near Moulali Masidi Agasara Oni Devalapura village,kampli taluk,Ballari Dist. 5) K.Rudramma Daughter of Ligadi Bharamappa above aged 18 years, Hindu R/o 1st ward, Hose No.94,Near Moulali Masidi Agasara Oni Devalapura village,kampli taluk,Ballari Dist. 6) K.Shivalingamma Daughter of Ligadi Bharmappa above aged 16 years, Hindu, R/o 1st ward, Hose No.94,Near Moulali Masidi Agasara Oni Devalapura village,kampli taluk,Ballari Dist. have filed the petition under section 13 (3) of Registration of birth and death Act, seeking the direction of this Hon'ble court to issue direction to the respondent to enter the date of death of his son of Peitioner No.1 And Brother of petitioner No.2 to 6 by name K.Dodda Rudra son of Ligadi Bharmappa who died on 18-07-2007 at 1st ward, Hose No.94,Near Moulali Masidi Agasara Oni Devalapura village,kampli taluk,Ballari Dist. Devalapura village, Kampli taluk,Ballari District. village Yemmiganur Hobli, Kampli. WHEREAS, if any persons interested with respect to the above proceeding are hereby noticed to appear in this court in person or by pleader duly able to answer all material question relating to the said petition on 22-04-2023 at about 11-00 A.M., otherwise the matter will be heard and determined. Given under my hand and seal of this court on this 23th day of Feb- 2024	[707, 1005, 913, 1341]
sheristedar: Sheristedar.	[842, 740, 886, 750]
case-number: Cri M. C. No.336/ 2024	[829, 70, 913, 79]
court-notice-318	[28, 1020, 242, 1438]
by-order: By order of the court	[616, 1320, 691, 1330]
court-name: IN THE COURT OF THE HONOURABLE 3rd ADDITIONAL CIVIL JUDGE AND J.M.F.C. AT HOSAPETE	[45, 1035, 225, 1091]
petitioner-label: ..Petitioners	[870, 135, 913, 145]
sig-row	[33, 1363, 237, 1373]
advocate-name: N.Maruthi	[479, 1358, 514, 1368]
versus: -VS-	[802, 952, 818, 962]
whom-concern: To, Whom so ever it may concern	[287, 1049, 431, 1060]
sheristedar: Sheristedar	[33, 1372, 75, 1382]
tender-notice-head	[479, 226, 691, 265]
sd-right: Sd/-	[856, 730, 871, 740]
sig-row	[479, 811, 691, 821]
story-headline-2: ಜೈ ಮಹಾರಾಷ್ಟ್ರ ಗೋಡೆ ಬರಹ ಶುಭಂ ಸೆಳಕೆ ಸೇರಿ ಮೂವರ ಬಂಧನ	[283, 82, 661, 103]
advocate-place: Hosapete	[33, 988, 67, 998]
by-order: By order of the court	[162, 1362, 237, 1372]
respondent: The Commissioner -cum-Registrar Birth & Death C.M.C. Hosapete	[707, 154, 906, 173]
court-notice-90	[474, 478, 696, 904]
petitioner: H.Anjinamma and others	[479, 551, 568, 561]
sig-row	[479, 1320, 691, 1330]
advocate-place: Hosapete	[255, 1386, 289, 1396]
advocate-place: Hosapete	[479, 859, 513, 869]
court-name: IN THE COURT OF THE HONOURABLE ADDITIONAL SENIOR CIVIL JUDGE AND J.M.F.C. AT HOSAPETE	[256, 931, 462, 987]
sd: Sd/-	[33, 941, 48, 951]
court-notice-336	[702, 66, 918, 462]
notice-body: WHEREAS the above named petitioner 1) Rudrappa Chaluvadi son of Chaluvadi Jadiyappa above aged 36 years, Hindu R/o Near Yallamma Temple Hampadevana Halli village Kampli taluk, Ballari Dist. 2) C.Hulugappa son of Chaluvadi Jadiyappa above aged 30 years, Hindu, R/o Near Yallamma Temple Hampadevana Halli village Kampli taluk, Ballari Dist. 3) Lakshmi Devi D/o Chaluvadi Jadiyappa w/o Gangappa.C above aged 38 years, R/o Near Yallamma Temple Hampadevana Halli village Kampli taluk, Ballari Dist. 4) Kali Sangitha D/o Chaluvadi Jadiyappa w/o Kali Ravi Raja above aged 24 years, Hindu R/o Bande Bhima Seena Oni Ramasagara Village, Kampli taluk, Ballari Dist. 5) C.Mallikarjuna son of Hanumanthappa above aged 18 years, Hindu R/o Near Yallamma Temple Hampadevana Halli village Kampli taluk, Ballari Dist. have filed the petition under section 13 (3) of Registration of birth and death Act, seeking the direction of this Hon'ble court to issue direction to the respondent to enter the date of death his Father of Peitioner No.1 to 4 and GrandFather of the Petitioner No.5 by Name Chaluvadi Jadiyappa son of Mallieshappa, who died on 30-10-2014 at Hampadevana halli village, Kampli taluk Ballari Dist. WHEREAS, if any persons interested with respect to the above proceeding are hereby noticed to appear in this court in person or by pleader duly able to answer all material question relating to the said petition on 22-04-2023 at about 11-00 A.M., otherwise the matter will be heard and determined. Given under my hand and seal of this court on this 23th day of Feb- 2024	[479, 1053, 691, 1320]
masthead: ಹಸಿರು ಕ್ರಾಂತಿ	[34, 34, 119, 58]
sd-left: Sd/-	[749, 730, 764, 740]
sig-right	[814, 731, 913, 769]
date: Date : 12/03/2024	[707, 719, 768, 729]
respondent-label: ..Respondent	[865, 981, 913, 991]
sd: Sd/-	[33, 1362, 48, 1372]
